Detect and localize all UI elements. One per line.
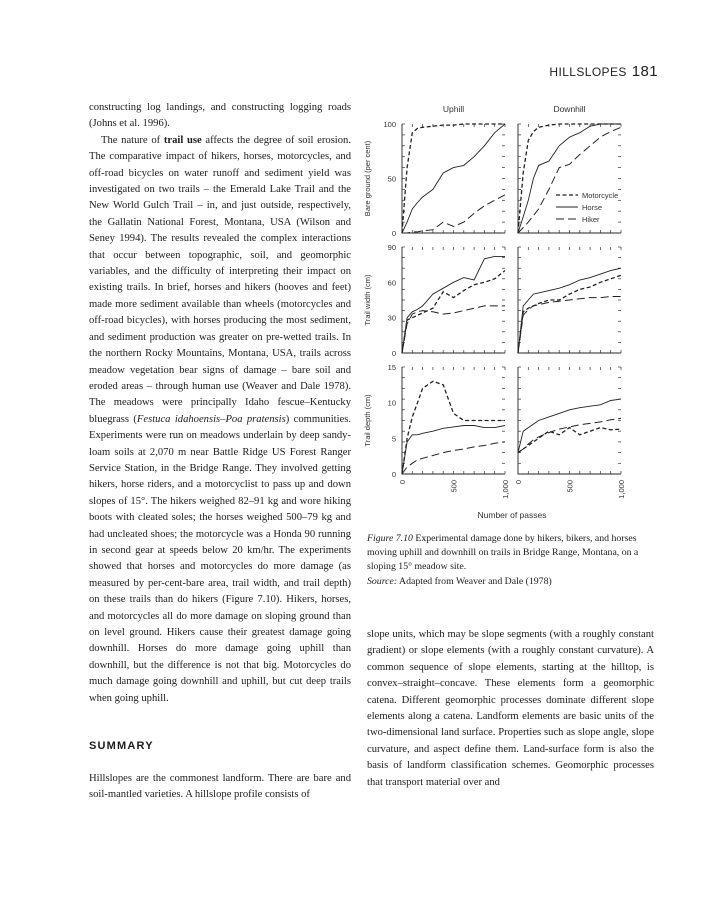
source-label: Source: bbox=[367, 575, 398, 587]
y-tick-label: 0 bbox=[391, 470, 396, 479]
x-tick-label: 0 bbox=[398, 480, 407, 485]
x-tick-label: 1,000 bbox=[617, 480, 626, 499]
paragraph-2-end: ) communities. Experiments were run on meadows underlain by deep sandy-loam soils at 2,070 m near Battle Ridge US Forest Ranger Service Station, in the Bridge Range. They involved getting hikers, horse riders, and a motorcyclist to pass up and down slopes of 15°. The hikers weighed 82–91 kg and wore hiking boots with cleated soles; the horses weighed 500–79 kg and had uncleated shoes; the motorcycle was a Honda 90 running in second gear at speeds below 20 km/hr. The experiments showed that horses and motorcycles do more damage (as measured by per-cent-bare area, trail width, and trail depth) on these trails than do hikers (Figure 7.10). Hikers, horses, and motorcycles all do more damage on sloping ground than on level ground. Hikers cause their greatest damage going downhill. Horses do more damage going uphill than downhill, but the difference is not that big. Motorcycles do much damage going downhill and uphill, but cut deep trails when going uphill. bbox=[89, 413, 352, 704]
x-tick-label: 0 bbox=[514, 480, 523, 485]
series-line-motorcycle-uphill bbox=[402, 124, 505, 233]
y-tick-label: 50 bbox=[387, 174, 396, 184]
series-line-horse-downhill bbox=[518, 399, 621, 453]
legend bbox=[556, 191, 618, 224]
summary-paragraph: Hillslopes are the commonest landform. There are bare and soil-mantled varieties. A hillslope profile consists of bbox=[89, 773, 351, 801]
x-tick-label: 500 bbox=[565, 480, 575, 493]
y-tick-label: 0 bbox=[391, 349, 396, 358]
panel-1-uphill bbox=[402, 247, 505, 353]
left-column bbox=[89, 100, 351, 804]
legend-label-hiker: Hiker bbox=[582, 215, 600, 224]
caption-source bbox=[367, 575, 654, 589]
running-head bbox=[549, 63, 658, 80]
paragraph-2 bbox=[89, 133, 351, 707]
axis-frame bbox=[402, 247, 505, 353]
paragraph-2-start: The nature of bbox=[101, 134, 164, 146]
panel-0-downhill bbox=[518, 124, 621, 233]
caption-body: Experimental damage done by hikers, bikers, and horses moving uphill and downhill on trails in Bridge Range, Montana, on a sloping 15° meadow site. bbox=[367, 533, 639, 573]
paragraph-2-body: affects the degree of soil erosion. The comparative impact of hikers, horses, motorcycles, and off-road bicycles on water runoff and sediment yield was investigated on two trails – the Emerald Lake Trail and the New World Gulch Trail – in, and just outside, respectively, the Gallatin National Forest, Montana, USA (Wilson and Seney 1994). The results revealed the complex interactions that occur between topographic, soil, and geomorphic variables, and the difficulty of interpreting their impact on existing trails. In brief, horses and hikers (hooves and feet) made more sediment available than wheels (motorcycles and off-road bicycles), with horses producing the most sediment, and sediment production was greater on pre-wetted trails. In the northern Rocky Mountains, Montana, USA, trails across meadow vegetation bear signs of damage – bare soil and eroded areas – through human use (Weaver and Dale 1978). The meadows were principally Idaho fescue–Kentucky bluegrass ( bbox=[89, 134, 351, 425]
y-tick-label: 30 bbox=[387, 313, 396, 323]
series-line-horse-downhill bbox=[518, 124, 621, 233]
series-line-motorcycle-downhill bbox=[518, 275, 621, 353]
caption-text bbox=[367, 532, 654, 575]
legend-label-horse: Horse bbox=[582, 203, 603, 212]
series-line-hiker-uphill bbox=[402, 306, 505, 353]
series-line-hiker-downhill bbox=[518, 297, 621, 354]
panel-2-downhill bbox=[518, 367, 621, 474]
series-line-motorcycle-uphill bbox=[402, 271, 505, 353]
y-tick-label: 15 bbox=[387, 363, 396, 372]
right-column-paragraph: slope units, which may be slope segments (with a roughly constant gradient) or slope elements (with a roughly constant curvature). A common sequence of slope elements, starting at the hilltop, is convex–straight–concave. These elements form a geomorphic catena. Different geomorphic processes dominate different slope elements along a catena. Landform elements are basic units of the two-dimensional land surface. Properties such as slope angle, slope curvature, and aspect define them. Land-surface form is also the basis of landform classification schemes. Geomorphic processes that transport material over and bbox=[367, 629, 654, 788]
page-number: 181 bbox=[631, 63, 658, 80]
axis-frame bbox=[402, 124, 505, 233]
x-tick-label: 1,000 bbox=[501, 480, 510, 499]
axis-frame bbox=[402, 367, 505, 474]
paragraph-1: constructing log landings, and constructing logging roads (Johns et al. 1996). bbox=[89, 102, 351, 130]
panel-1-downhill bbox=[518, 247, 621, 353]
x-tick-label: 500 bbox=[449, 480, 459, 493]
y-tick-label: 5 bbox=[391, 434, 396, 444]
y-axis-label: Bare ground (per cent) bbox=[363, 140, 372, 217]
y-axis-label: Trail depth (cm) bbox=[363, 394, 372, 447]
y-tick-label: 10 bbox=[387, 398, 396, 408]
figure-caption bbox=[367, 532, 654, 589]
y-tick-label: 90 bbox=[387, 243, 396, 252]
axis-frame bbox=[518, 367, 621, 474]
trail-use-term: trail use bbox=[163, 134, 202, 146]
caption-label: Figure 7.10 bbox=[367, 533, 413, 544]
legend-label-motorcycle: Motorcycle bbox=[582, 191, 619, 200]
y-tick-label: 60 bbox=[387, 278, 396, 288]
series-line-hiker-uphill bbox=[402, 442, 505, 474]
x-axis-label: Number of passes bbox=[477, 510, 547, 520]
series-line-horse-uphill bbox=[402, 256, 505, 353]
series-line-horse-uphill bbox=[402, 124, 505, 233]
y-axis-label: Trail width (cm) bbox=[363, 274, 372, 326]
panel-2-uphill bbox=[402, 367, 505, 474]
column-header-uphill: Uphill bbox=[442, 104, 465, 114]
series-line-horse-uphill bbox=[402, 426, 505, 475]
panel-0-uphill bbox=[402, 124, 505, 233]
figure-7-10-chart bbox=[360, 98, 660, 526]
running-head-title: HILLSLOPES bbox=[549, 65, 627, 79]
column-header-downhill: Downhill bbox=[553, 104, 586, 114]
source-text: Adapted from Weaver and Dale (1978) bbox=[397, 575, 552, 587]
summary-heading: SUMMARY bbox=[89, 740, 154, 753]
series-line-hiker-uphill bbox=[402, 195, 505, 233]
right-column bbox=[367, 627, 654, 791]
y-tick-label: 100 bbox=[383, 120, 396, 129]
species-name: Festuca idahoensis–Poa pratensis bbox=[136, 413, 286, 425]
y-tick-label: 0 bbox=[391, 229, 396, 238]
